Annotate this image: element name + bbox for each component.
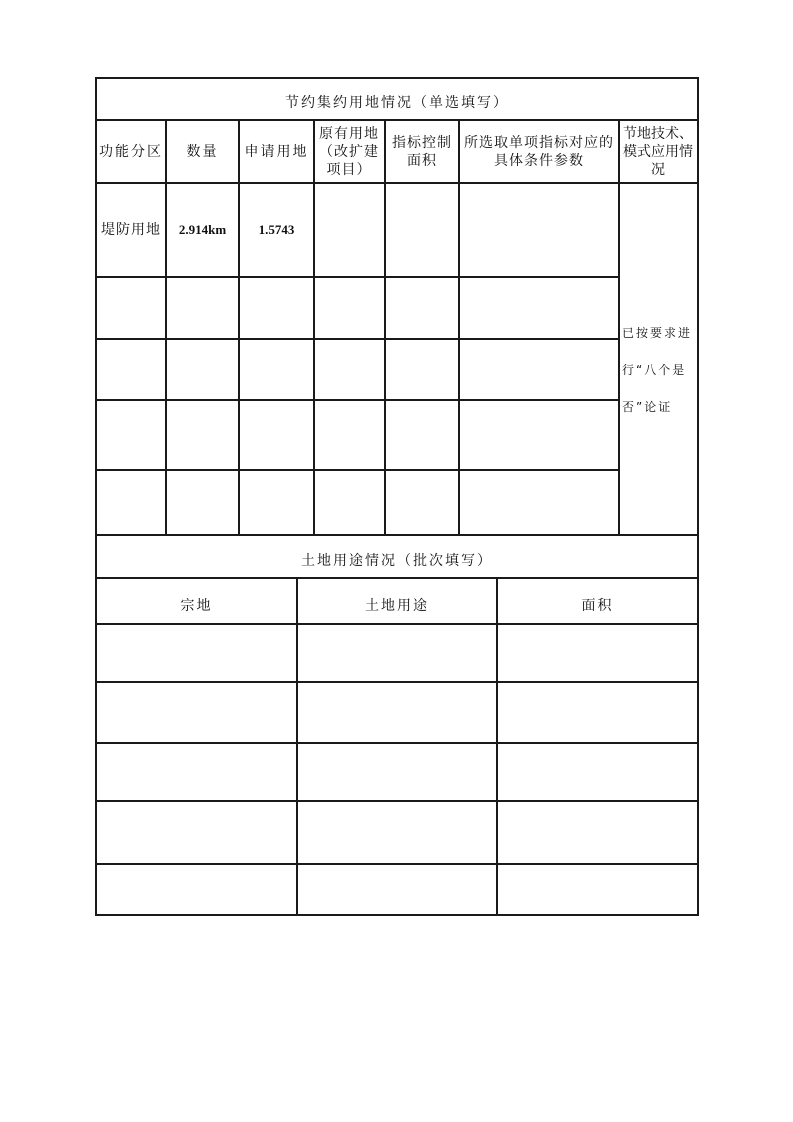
row-divider	[95, 399, 620, 401]
header-selected-params: 所选取单项指标对应的具体条件参数	[464, 134, 614, 169]
row-divider	[95, 469, 620, 471]
row-divider	[95, 276, 620, 278]
row-divider	[95, 681, 699, 683]
header-area: 面积	[581, 598, 614, 614]
section-title-land-use: 土地用途情况（批次填写）	[301, 552, 493, 569]
header-quantity: 数量	[186, 143, 219, 160]
column-divider	[496, 577, 498, 916]
row-divider	[95, 742, 699, 744]
cell-quantity: 2.914km	[178, 222, 227, 237]
table-border-right	[697, 77, 699, 916]
column-divider	[458, 119, 460, 536]
header-tech-mode: 节地技术、模式应用情况	[623, 125, 693, 178]
tech-mode-note: 已按要求进行“八个是否”论证	[622, 325, 693, 414]
header-control-area: 指标控制面积	[392, 134, 452, 169]
row-divider	[95, 863, 699, 865]
column-divider	[618, 119, 620, 536]
column-divider	[384, 119, 386, 536]
header-function-zone: 功能分区	[99, 143, 163, 160]
row-divider	[95, 623, 699, 625]
header-parcel: 宗地	[180, 598, 213, 614]
row-divider	[95, 800, 699, 802]
column-divider	[296, 577, 298, 916]
table-border-bottom	[95, 914, 699, 916]
column-divider	[313, 119, 315, 536]
header-land-use: 土地用途	[365, 598, 429, 614]
cell-function-zone: 堤防用地	[101, 222, 161, 238]
header-applied-land: 申请用地	[244, 143, 309, 160]
header-original-land: 原有用地（改扩建项目）	[319, 125, 379, 178]
cell-applied-land: 1.5743	[258, 222, 295, 237]
row-divider	[95, 338, 620, 340]
section-title-land-saving: 节约集约用地情况（单选填写）	[285, 95, 509, 111]
